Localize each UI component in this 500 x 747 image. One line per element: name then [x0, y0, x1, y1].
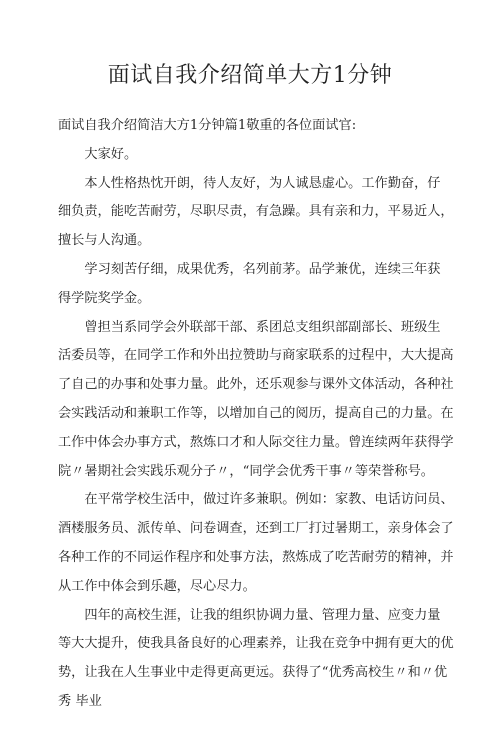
- paragraph-personality: 本人性格热忱开朗，待人友好，为人诚恳虚心。工作勤奋，仔 细负责，能吃苦耐劳，尽职尽责，有急躁。具有亲和力，平易近人，擅长与人沟通。: [58, 175, 454, 249]
- document-title: 面试自我介绍简单大方1分钟: [107, 63, 393, 88]
- paragraph-greeting-line: 面试自我介绍简洁大方1分钟篇1敬重的各位面试官:: [58, 118, 357, 133]
- paragraph-hello: 大家好。: [84, 146, 138, 162]
- paragraph-activities: 曾担当系同学会外联部干部、系团总支组织部副部长、班级生 活委员等，在同学工作和外出拉赞助与商家联系的过程中，大大提高 了自己的办事和处事力量。此外，还乐观参与课外文体活动，各种社 会实践活动和兼职工作等，以增加自己的阅历，提高自己的力量。在 工作中体会办事方式，熬炼口才和人际交往力量。曾连续两年获得学 院〃暑期社会实践乐观分子〃，“同学会优秀干事〃等荣誉称号。: [58, 319, 454, 479]
- paragraph-study: 学习刻苦仔细，成果优秀，名列前茅。品学兼优，连续三年获 得学院奖学金。: [58, 261, 441, 306]
- document-body: [58, 112, 456, 717]
- paragraph-part-time: 在平常学校生活中，做过许多兼职。例如：家教、电话访问员、酒楼服务员、派传单、问卷调查，还到工厂打过暑期工，亲身体会了 各种工作的不同运作程序和处事方法，熬炼成了吃苦耐劳的精神，并 从工作中体会到乐趣，尽心尽力。: [58, 492, 454, 594]
- paragraph-college-years: 四年的高校生涯，让我的组织协调力量、管理力量、应变力量 等大大提升，使我具备良好的心理素养，让我在竞争中拥有更大的优 势，让我在人生事业中走得更高更远。获得了“优秀高校生〃和〃优秀 毕业: [58, 607, 454, 709]
